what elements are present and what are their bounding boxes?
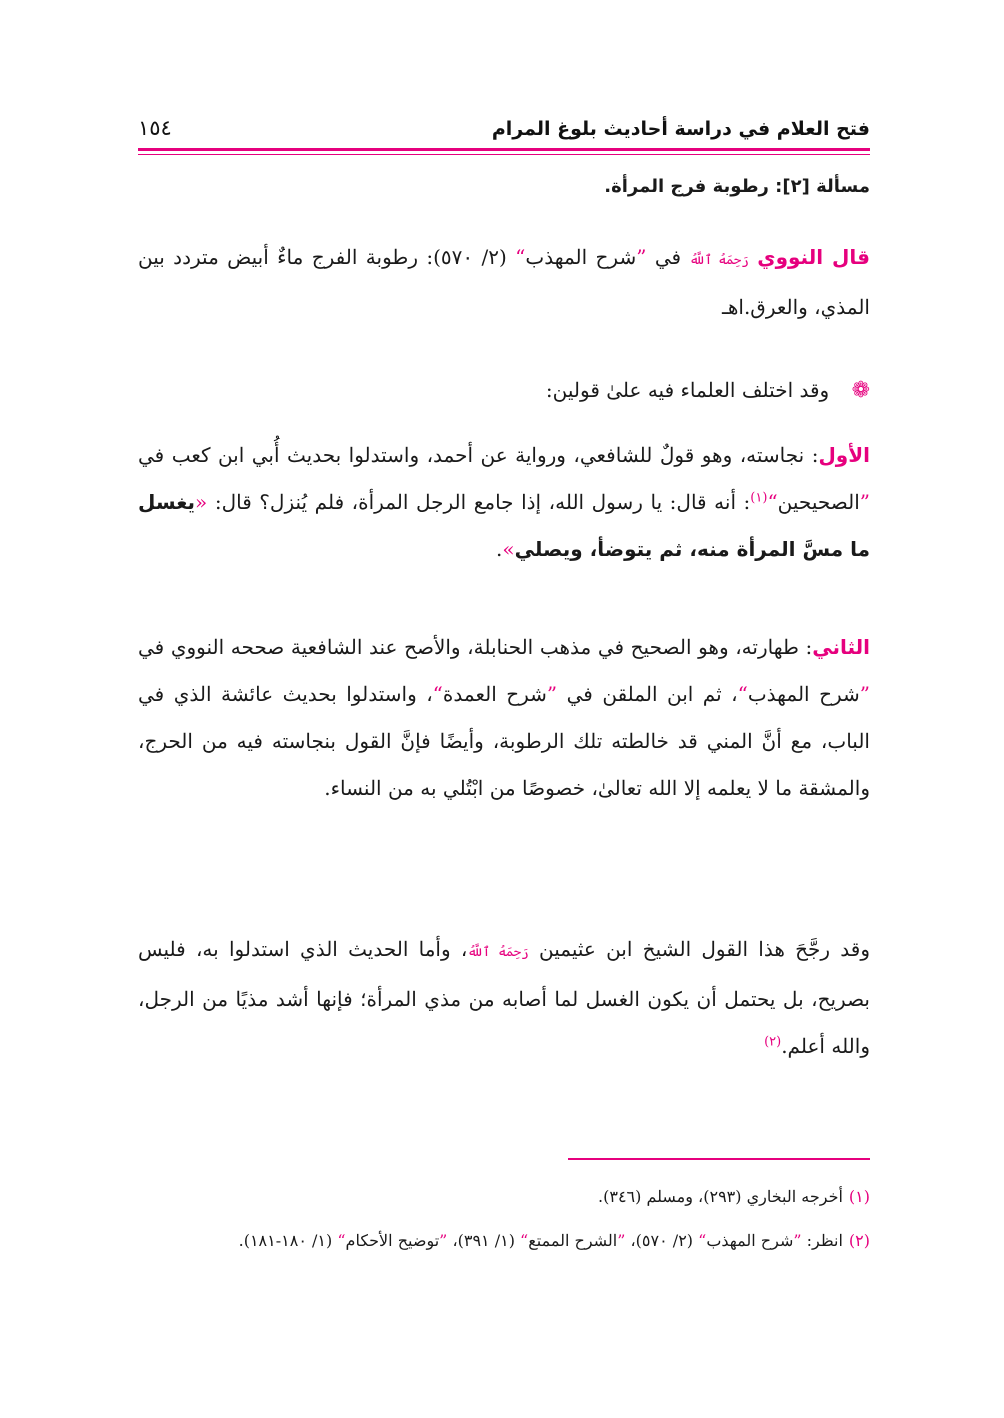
paragraph-first-opinion — [138, 432, 870, 573]
page-number: ١٥٤ — [138, 116, 172, 140]
quote-mark: “ — [698, 1231, 707, 1250]
book-title: شرح المهذب — [706, 1231, 794, 1250]
paragraph-text: (٢/ ٥٧٠): رطوبة الفرج ماءٌ أبيض متردد بين المذي، والعرق.اهـ — [138, 245, 870, 319]
quote-mark: “ — [515, 245, 526, 269]
quote-mark: “ — [337, 1231, 346, 1250]
quote-mark: ” — [793, 1231, 802, 1250]
quote-mark: ” — [859, 682, 871, 706]
issue-heading — [604, 176, 870, 197]
footnote-text: (١/ ١٨٠-١٨١). — [238, 1231, 333, 1250]
footnote-ref[interactable]: (١) — [750, 490, 768, 506]
footnote-separator — [568, 1158, 870, 1160]
footnote-number: (١) — [848, 1187, 870, 1206]
speaker: قال النووي — [757, 245, 871, 269]
source-title: الصحيحين — [777, 490, 860, 514]
quote-mark: “ — [737, 682, 748, 706]
paragraph-text: : طهارته، وهو الصحيح في مذهب الحنابلة، والأصح عند الشافعية صححه النووي في — [138, 635, 813, 659]
quote-mark: “ — [432, 682, 443, 706]
running-header — [138, 110, 870, 150]
quote-mark: ” — [546, 682, 558, 706]
book-title: توضيح الأحكام — [345, 1231, 440, 1250]
blessing-glyph: رَحِمَهُ ٱللَّهُ — [467, 945, 529, 960]
quote-mark: ” — [859, 490, 871, 514]
quote-mark: ” — [439, 1231, 448, 1250]
footnote-ref[interactable]: (٢) — [764, 1034, 782, 1050]
book-title: شرح المهذب — [747, 682, 860, 706]
bullet-line — [546, 370, 870, 411]
quote-mark: » — [502, 537, 515, 561]
book-title: الشرح الممتع — [528, 1231, 618, 1250]
paragraph-text: : أنه قال: يا رسول الله، إذا جامع الرجل المرأة، فلم يُنزل؟ قال: — [214, 490, 751, 514]
blessing-glyph: رَحِمَهُ ٱللَّهُ — [689, 253, 749, 268]
issue-title: رطوبة فرج المرأة. — [604, 176, 769, 197]
hadith-text: يغسل ما مسَّ المرأة منه، ثم يتوضأ، ويصلي — [138, 490, 870, 561]
quote-mark: « — [195, 490, 208, 514]
header-rule-thin — [138, 154, 870, 155]
header-title: فتح العلام في دراسة أحاديث بلوغ المرام — [491, 118, 870, 140]
quote-mark: “ — [520, 1231, 529, 1250]
opinion-label: الأول — [818, 443, 870, 467]
footnote-text: انظر: — [806, 1231, 843, 1250]
header-rule-thick — [138, 148, 870, 151]
paragraph-text: : نجاسته، وهو قولٌ للشافعي، ورواية عن أحمد، واستدلوا بحديث أُبي ابن كعب في — [138, 443, 819, 467]
footnote-text: (٢/ ٥٧٠)، — [630, 1231, 694, 1250]
footnote-number: (٢) — [848, 1231, 870, 1250]
flower-bullet-icon: ❁ — [851, 378, 870, 403]
quote-mark: ” — [636, 245, 647, 269]
text-fragment: في — [654, 245, 682, 269]
footnote-1 — [138, 1184, 870, 1210]
footnote-text: (١/ ٣٩١)، — [452, 1231, 515, 1250]
quote-mark: ” — [617, 1231, 626, 1250]
paragraph-nawawi — [138, 234, 870, 331]
paragraph-text: ، ثم ابن الملقن في — [566, 682, 738, 706]
issue-label: مسألة [٢]: — [775, 176, 870, 197]
footnote-text: أخرجه البخاري (٢٩٣)، ومسلم (٣٤٦). — [598, 1187, 843, 1206]
quote-mark: “ — [767, 490, 778, 514]
paragraph-second-opinion — [138, 624, 870, 812]
paragraph-text: ، وأما الحديث الذي استدلوا به، فليس بصريح، بل يحتمل أن يكون الغسل لما أصابه من مذي المرأة؛ فإنها أشد مذيًا من الرجل، والله أعلم. — [138, 937, 870, 1058]
paragraph-text: ، واستدلوا بحديث عائشة الذي في الباب، مع أنَّ المني قد خالطته تلك الرطوبة، وأيضًا فإنَّ القول بنجاسته فيه من الحرج، والمشقة ما لا يعلمه إلا الله تعالىٰ، خصوصًا من ابْتُلي به من النساء. — [138, 682, 870, 800]
book-title: شرح المهذب — [525, 245, 637, 269]
book-title: شرح العمدة — [442, 682, 547, 706]
paragraph-text: وقد رجَّحَ هذا القول الشيخ ابن عثيمين — [539, 937, 871, 961]
bullet-text: وقد اختلف العلماء فيه علىٰ قولين: — [545, 378, 830, 402]
text-fragment: . — [496, 537, 503, 561]
opinion-label: الثاني — [812, 635, 870, 659]
paragraph-uthaymeen — [138, 926, 870, 1070]
footnote-2 — [138, 1228, 870, 1254]
